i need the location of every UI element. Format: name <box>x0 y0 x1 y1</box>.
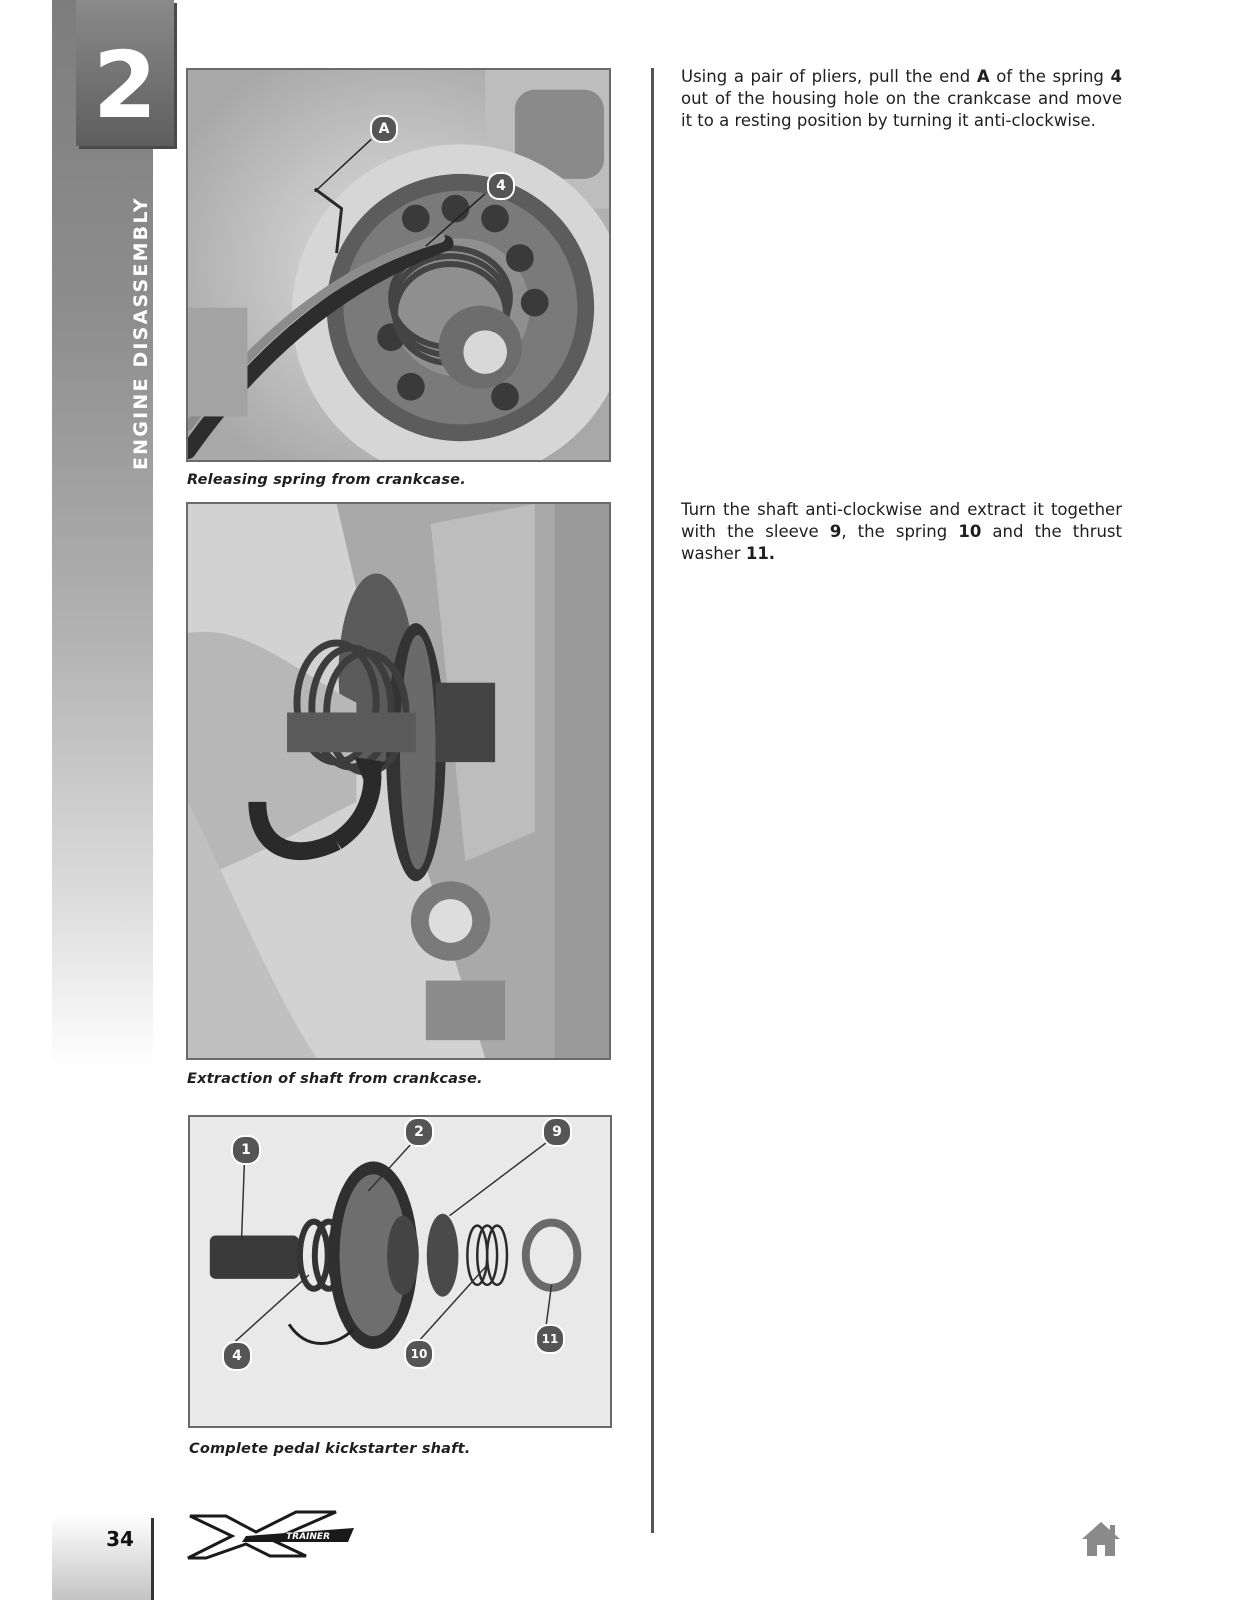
x-trainer-logo <box>186 1508 358 1560</box>
bold-reference: 10 <box>958 522 982 541</box>
figure-caption: Complete pedal kickstarter shaft. <box>189 1441 471 1457</box>
text-run: of the spring <box>989 67 1111 86</box>
column-divider <box>651 68 654 1533</box>
footer-rule <box>151 1518 154 1600</box>
bold-reference: 9 <box>829 522 842 541</box>
instruction-paragraph <box>681 66 1122 132</box>
bold-reference: A <box>976 67 990 86</box>
figure-caption: Extraction of shaft from crankcase. <box>187 1071 483 1087</box>
callout-4: 4 <box>487 172 515 200</box>
home-icon[interactable] <box>1080 1520 1122 1558</box>
callout-2: 2 <box>404 1117 434 1147</box>
text-run: out of the housing hole on the crankcase and move it to a resting position by turning it anti-clockwise. <box>681 89 1122 130</box>
section-title: ENGINE DISASSEMBLY <box>130 196 152 470</box>
photo-extracting-shaft <box>186 502 611 1060</box>
instruction-paragraph <box>681 499 1122 565</box>
bold-reference: 4 <box>1110 67 1122 86</box>
callout-a: A <box>370 115 398 143</box>
callout-10: 10 <box>404 1339 434 1369</box>
page-number: 34 <box>106 1527 134 1551</box>
photo-releasing-spring <box>186 68 611 462</box>
text-run: and the thrust washer <box>681 522 1123 563</box>
text-run: Using a pair of pliers, pull the end <box>681 67 977 86</box>
callout-4: 4 <box>222 1341 252 1371</box>
text-run: , the spring <box>841 522 959 541</box>
logo-text: TRAINER <box>286 1532 330 1542</box>
photo-complete-shaft <box>188 1115 612 1428</box>
text-run: Turn the shaft anti-clockwise and extract it together with the sleeve <box>681 500 1122 541</box>
bold-reference: 11. <box>745 544 776 563</box>
callout-9: 9 <box>542 1117 572 1147</box>
callout-11: 11 <box>535 1324 565 1354</box>
callout-1: 1 <box>231 1135 261 1165</box>
figure-caption: Releasing spring from crankcase. <box>187 472 466 488</box>
chapter-number-tab <box>76 0 174 146</box>
chapter-number: 2 <box>92 32 157 139</box>
chapter-side-band <box>52 0 153 1070</box>
